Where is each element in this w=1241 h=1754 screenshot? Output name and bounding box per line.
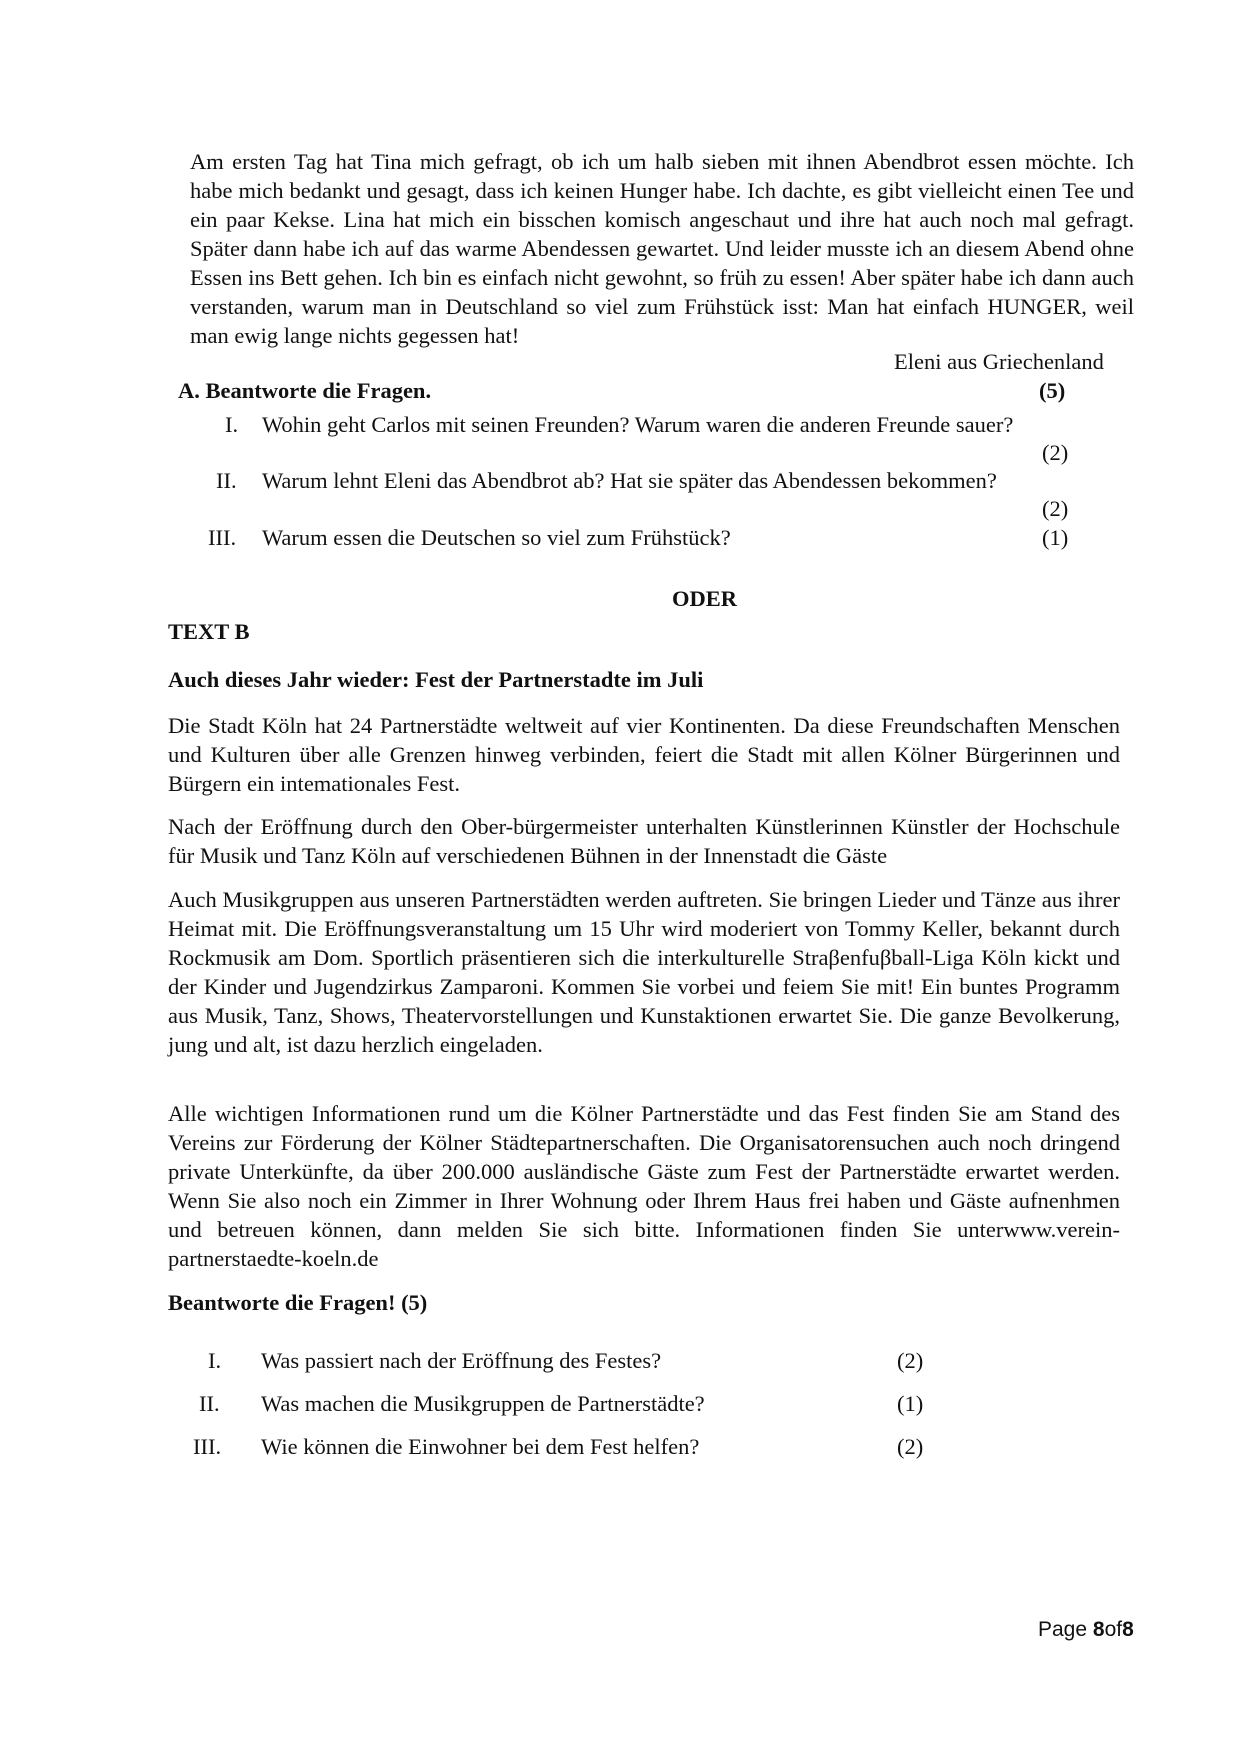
section-a-marks: (5) — [1039, 378, 1066, 403]
page-word: Page — [1038, 1618, 1093, 1641]
question-number: II. — [199, 1391, 220, 1416]
section-b-heading: Beantworte die Fragen! (5) — [168, 1290, 428, 1315]
of-word: of — [1104, 1618, 1123, 1641]
page-number — [1038, 1615, 1134, 1644]
page-total: 8 — [1122, 1618, 1134, 1641]
text-a-paragraph: Am ersten Tag hat Tina mich gefragt, ob ich um halb sieben mit ihnen Abendbrot essen möchte. Ich habe mich bedankt und gesagt, dass ich keinen Hunger habe. Ich dachte, es gibt vielleicht einen Tee und ein paar Kekse. Lina hat mich ein bisschen komisch angeschaut und ihre hat auch noch mal gefragt. Später dann habe ich auf das warme Abendessen gewartet. Und leider musste ich an diesem Abend ohne Essen ins Bett gehen. Ich bin es einfach nicht gewohnt, so früh zu essen! Aber später habe ich dann auch verstanden, warum man in Deutschland so viel zum Frühstück isst: Man hat einfach HUNGER, weil man ewig lange nichts gegessen hat! — [190, 149, 1134, 348]
text-b-title: Auch dieses Jahr wieder: Fest der Partnerstadte im Juli — [168, 667, 704, 692]
text-b-paragraph: Auch Musikgruppen aus unseren Partnerstädten werden auftreten. Sie bringen Lieder und Tänze aus ihrer Heimat mit. Die Eröffnungsveranstaltung um 15 Uhr wird moderiert von Tommy Keller, bekannt durch Rockmusik am Dom. Sportlich präsentieren sich die interkulturelle Straβenfuβball-Liga Köln kickt und der Kinder und Jugendzirkus Zamparoni. Kommen Sie vorbei und feiem Sie mit! Ein buntes Programm aus Musik, Tanz, Shows, Theatervorstellungen und Kunstaktionen erwartet Sie. Die ganze Bevolkerung, jung und alt, ist dazu herzlich eingeladen. — [168, 887, 1120, 1057]
question-marks: (2) — [1042, 440, 1069, 465]
section-a-heading: A. Beantworte die Fragen. — [178, 378, 432, 403]
text-b-paragraph: Die Stadt Köln hat 24 Partnerstädte weltweit auf vier Kontinenten. Da diese Freundschaften Menschen und Kulturen über alle Grenzen hinweg verbinden, feiert die Stadt mit allen Kölner Bürgerinnen und Bürgern ein intemationales Fest. — [168, 713, 1120, 796]
oder-heading: ODER — [672, 586, 738, 611]
question-number: I. — [225, 412, 239, 437]
question-number: III. — [193, 1434, 222, 1459]
page-current: 8 — [1092, 1618, 1105, 1641]
text-b-paragraph: Alle wichtigen Informationen rund um die Kölner Partnerstädte und das Fest finden Sie am Stand des Vereins zur Förderung der Kölner Städtepartnerschaften. Die Organisatorensuchen auch noch dringend private Unterkünfte, da über 200.000 ausländische Gäste zum Fest der Partnerstädte erwartet werden. Wenn Sie also noch ein Zimmer in Ihrer Wohnung oder Ihrem Haus frei haben und Gäste aufnenhmen und betreuen können, dann melden Sie sich bitte. Informationen finden Sie unterwww.verein-partnerstaedte-koeln.de — [168, 1101, 1120, 1271]
question-number: II. — [216, 468, 237, 493]
question-marks: (2) — [897, 1434, 924, 1459]
text-a-signature: Eleni aus Griechenland — [894, 349, 1104, 374]
question-marks: (1) — [897, 1391, 924, 1416]
question-text: Warum lehnt Eleni das Abendbrot ab? Hat sie später das Abendessen bekommen? — [262, 468, 997, 493]
question-marks: (1) — [1042, 525, 1069, 550]
question-number: III. — [208, 525, 237, 550]
question-number: I. — [208, 1348, 222, 1373]
question-marks: (2) — [897, 1348, 924, 1373]
question-text: Was passiert nach der Eröffnung des Festes? — [261, 1348, 662, 1373]
question-text: Wohin geht Carlos mit seinen Freunden? Warum waren die anderen Freunde sauer? — [262, 412, 1014, 437]
question-text: Warum essen die Deutschen so viel zum Frühstück? — [262, 525, 731, 550]
text-b-label: TEXT B — [168, 619, 250, 644]
question-marks: (2) — [1042, 496, 1069, 521]
question-text: Wie können die Einwohner bei dem Fest helfen? — [261, 1434, 700, 1459]
text-b-paragraph: Nach der Eröffnung durch den Ober-bürgermeister unterhalten Künstlerinnen Künstler der Hochschule für Musik und Tanz Köln auf verschiedenen Bühnen in der Innenstadt die Gäste — [168, 814, 1120, 868]
question-text: Was machen die Musikgruppen de Partnerstädte? — [261, 1391, 705, 1416]
